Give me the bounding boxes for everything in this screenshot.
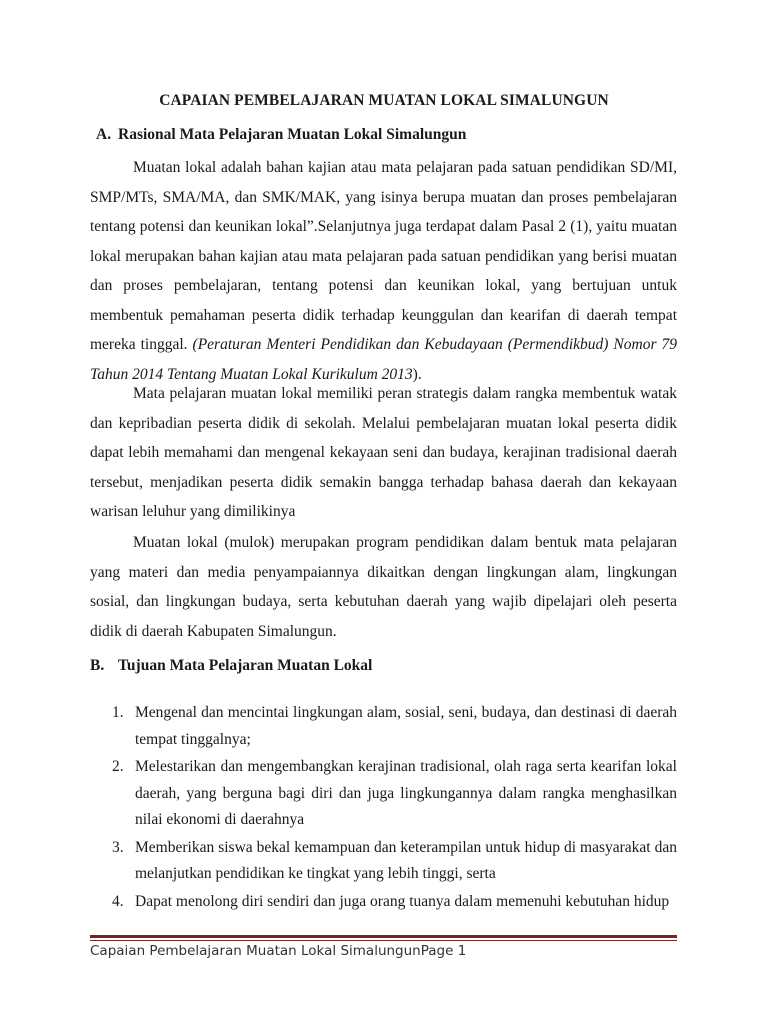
list-item [90,889,677,916]
list-item-number: 2. [112,758,124,775]
page-footer: Capaian Pembelajaran Muatan Lokal SimalungunPage 1 [90,943,467,959]
footer-rule-thick [90,935,677,938]
list-item [90,754,677,834]
section-a-paragraph-2: Mata pelajaran muatan lokal memiliki peran strategis dalam rangka membentuk watak dan kepribadian peserta didik di sekolah. Melalui pembelajaran muatan lokal peserta didik dapat lebih memahami dan mengenal kekayaan seni dan budaya, kerajinan tradisional daerah tersebut, menjadikan peserta didik semakin bangga terhadap bahasa daerah dan kekayaan warisan leluhur yang dimilikinya [90,385,677,520]
paragraph-1-text: Muatan lokal adalah bahan kajian atau mata pelajaran pada satuan pendidikan SD/MI, SMP/MTs, SMA/MA, dan SMK/MAK, yang isinya berupa muatan dan proses pembelajaran tentang potensi dan keunikan lokal”.Selanjutnya juga terdapat dalam Pasal 2 (1), yaitu muatan lokal merupakan bahan kajian atau mata pelajaran pada satuan pendidikan yang berisi muatan dan proses pembelajaran, tentang potensi dan keunikan lokal, yang bertujuan untuk membentuk pemahaman peserta didik terhadap keunggulan dan kearifan di daerah tempat mereka tinggal. [90,159,677,353]
section-a-letter: A. [96,126,112,143]
list-item [90,700,677,753]
list-item-number: 4. [112,892,124,910]
section-b-title: Tujuan Mata Pelajaran Muatan Lokal [118,657,373,674]
paragraph-1-citation: (Peraturan Menteri Pendidikan dan Kebudayaan (Permendikbud) Nomor 79 Tahun 2014 Tentang Muatan Lokal Kurikulum 2013 [90,336,677,383]
list-item [90,835,677,888]
footer-rule-thin [90,940,677,941]
list-item-text: Dapat menolong diri sendiri dan juga orang tuanya dalam memenuhi kebutuhan hidup [135,892,670,910]
list-item-text: Mengenal dan mencintai lingkungan alam, sosial, seni, budaya, dan destinasi di daerah tempat tinggalnya; [135,704,677,748]
paragraph-1-end: ). [412,365,422,383]
section-b-letter: B. [90,657,105,674]
list-item-text: Memberikan siswa bekal kemampuan dan keterampilan untuk hidup di masyarakat dan melanjutkan pendidikan ke tingkat yang lebih tinggi, serta [135,838,677,882]
section-a-paragraph-1 [90,153,677,389]
list-item-number: 1. [112,704,124,721]
list-item-number: 3. [112,838,124,856]
section-a-heading [96,126,466,144]
section-a-title: Rasional Mata Pelajaran Muatan Lokal Simalungun [118,126,467,143]
section-b-heading [90,657,372,675]
list-item-text: Melestarikan dan mengembangkan kerajinan tradisional, olah raga serta kearifan lokal daerah, yang berguna bagi diri dan juga lingkungannya dalam rangka menghasilkan nilai ekonomi di daerahnya [135,758,677,828]
objectives-list [90,700,677,916]
section-a-paragraph-3: Muatan lokal (mulok) merupakan program pendidikan dalam bentuk mata pelajaran yang materi dan media penyampaiannya dikaitkan dengan lingkungan alam, lingkungan sosial, dan lingkungan budaya, serta kebutuhan daerah yang wajib dipelajari oleh peserta didik di daerah Kabupaten Simalungun. [90,534,677,640]
document-title: CAPAIAN PEMBELAJARAN MUATAN LOKAL SIMALUNGUN [159,92,609,109]
